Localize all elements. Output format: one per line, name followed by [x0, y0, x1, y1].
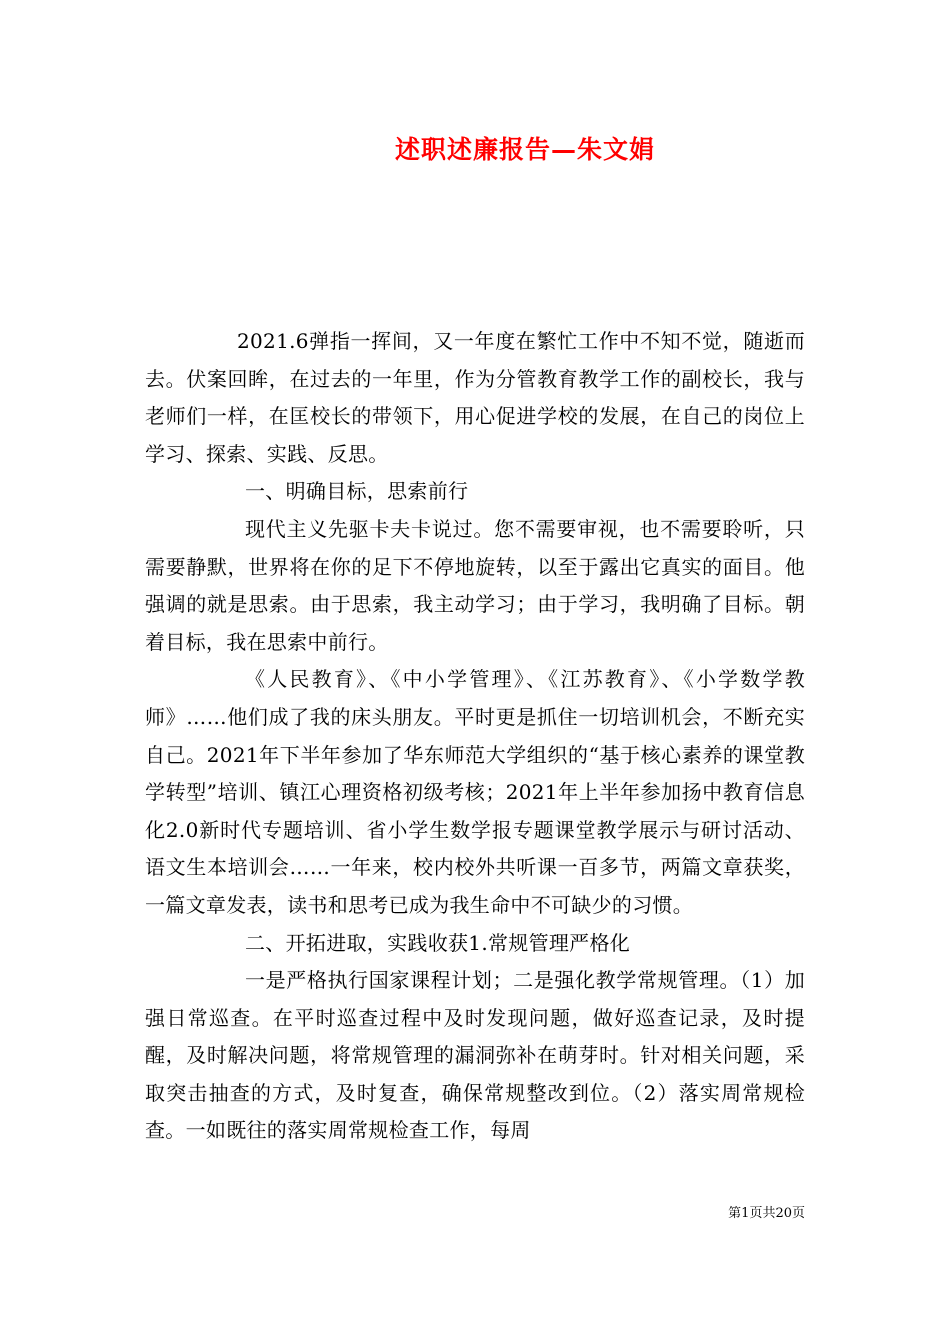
- document-body: [145, 323, 805, 1150]
- paragraph-intro: 2021.6弹指一挥间，又一年度在繁忙工作中不知不觉，随逝而去。伏案回眸，在过去的一年里，作为分管教育教学工作的副校长，我与老师们一样，在匡校长的带领下，用心促进学校的发展，在自己的岗位上学习、探索、实践、反思。: [145, 329, 805, 466]
- section-heading-1: 一、明确目标，思索前行: [245, 479, 469, 504]
- document-title: 述职述廉报告—朱文娟: [394, 135, 655, 164]
- paragraph-kafka: 现代主义先驱卡夫卡说过。您不需要审视，也不需要聆听，只需要静默，世界将在你的足下不停地旋转，以至于露出它真实的面目。他强调的就是思索。由于思索，我主动学习；由于学习，我明确了目标。朝着目标，我在思索中前行。: [145, 516, 805, 654]
- section-heading-2: 二、开拓进取，实践收获1.常规管理严格化: [245, 930, 631, 955]
- page-number: 第1页共20页: [728, 1206, 805, 1221]
- paragraph-routine: 一是严格执行国家课程计划；二是强化教学常规管理。（1）加强日常巡查。在平时巡查过程中及时发现问题，做好巡查记录，及时提醒，及时解决问题，将常规管理的漏洞弥补在萌芽时。针对相关问题，采取突击抽查的方式，及时复查，确保常规整改到位。（2）落实周常规检查。一如既往的落实周常规检查工作，每周: [145, 968, 805, 1143]
- paragraph-reading: 《人民教育》、《中小学管理》、《江苏教育》、《小学数学教师》……他们成了我的床头朋友。平时更是抓住一切培训机会，不断充实自己。2021年下半年参加了华东师范大学组织的“基于核心素养的课堂教学转型”培训、镇江心理资格初级考核；2021年上半年参加扬中教育信息化2.0新时代专题培训、省小学生数学报专题课堂教学展示与研讨活动、语文生本培训会……一年来，校内校外共听课一百多节，两篇文章获奖，一篇文章发表，读书和思考已成为我生命中不可缺少的习惯。: [145, 667, 805, 917]
